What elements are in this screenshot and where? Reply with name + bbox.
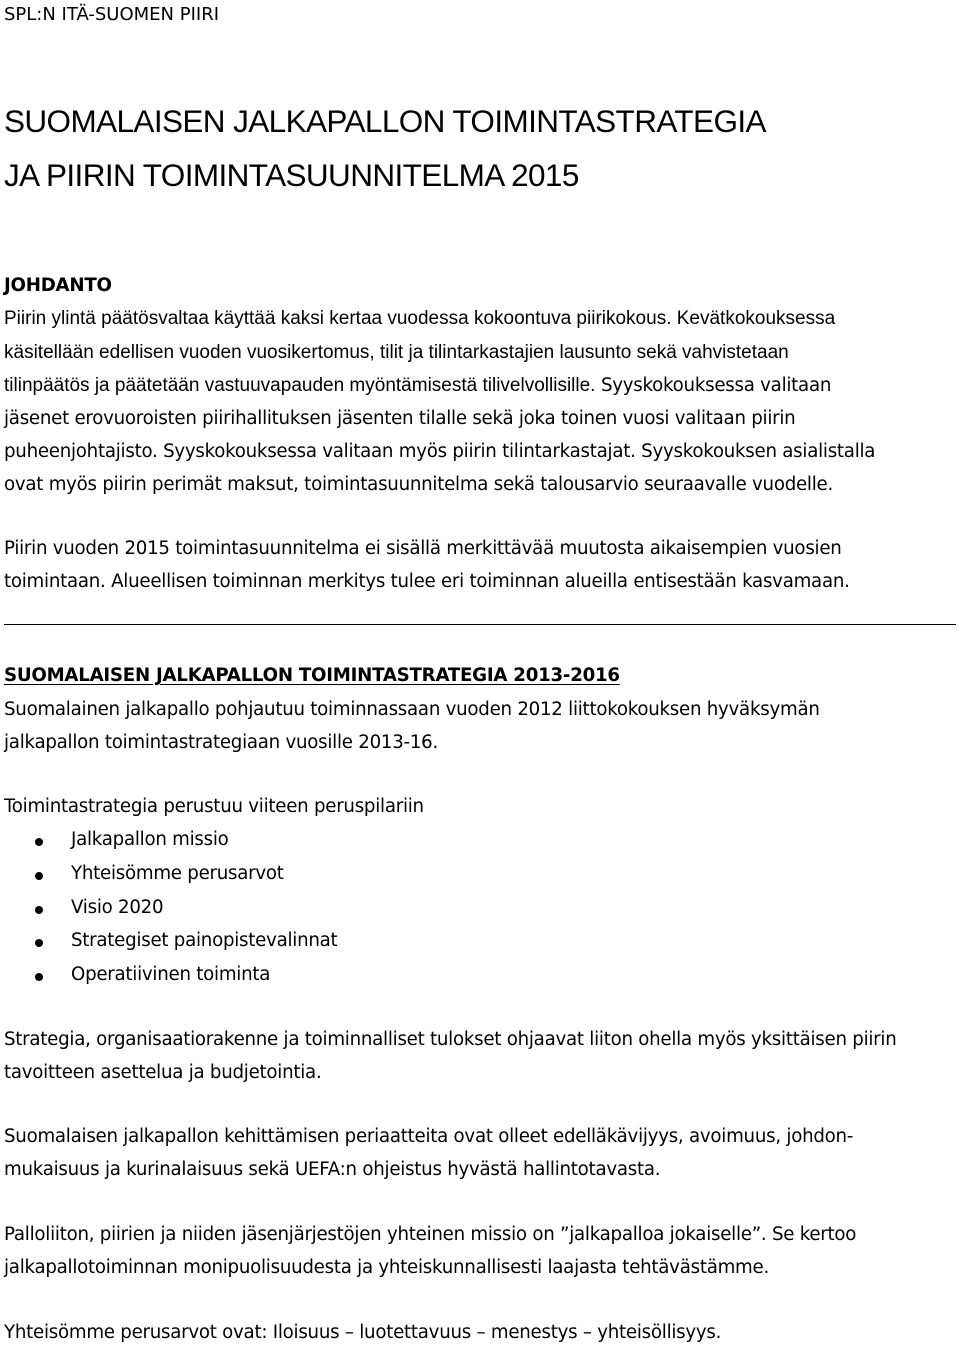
- strategy-paragraph-line: Palloliiton, piirien ja niiden jäsenjärjestöjen yhteinen missio on ”jalkapalloa jokaiselle”. Se kertoo: [4, 1224, 857, 1245]
- intro-paragraph-line: puheenjohtajisto. Syyskokouksessa valitaan myös piirin tilintarkastajat. Syyskokouksen asialistalla: [4, 441, 876, 462]
- strategy-heading: SUOMALAISEN JALKAPALLON TOIMINTASTRATEGIA 2013-2016: [4, 665, 620, 686]
- strategy-paragraph-line: jalkapallon toimintastrategiaan vuosille 2013-16.: [4, 732, 439, 753]
- document-title-line-2: JA PIIRIN TOIMINTASUUNNITELMA 2015: [4, 157, 579, 193]
- intro-paragraph-line: Piirin ylintä päätösvaltaa käyttää kaksi kertaa vuodessa kokoontuva piirikokous. Kevätkokouksessa: [4, 308, 836, 329]
- pillar-label: Strategiset painopistevalinnat: [71, 930, 338, 951]
- intro-paragraph-line: käsitellään edellisen vuoden vuosikertomus, tilit ja tilintarkastajien lausunto sekä vahvistetaan: [4, 342, 789, 363]
- pillar-label: Jalkapallon missio: [71, 829, 229, 850]
- list-item: [0, 899, 400, 923]
- intro-paragraph-segment: tilinpäätös ja päätetään vastuuvapauden myöntämisestä tilivelvollisille.: [4, 375, 596, 396]
- intro-paragraph-line: [4, 376, 831, 395]
- bullet-icon: [35, 906, 43, 914]
- strategy-paragraph-line: Suomalainen jalkapallo pohjautuu toiminnassaan vuoden 2012 liittokokouksen hyväksymän: [4, 699, 820, 720]
- district-header: SPL:N ITÄ-SUOMEN PIIRI: [4, 4, 220, 25]
- intro-paragraph-line: jäsenet erovuoroisten piirihallituksen jäsenten tilalle sekä joka toinen vuosi valitaan piirin: [4, 408, 796, 429]
- strategy-paragraph-line: Strategia, organisaatiorakenne ja toiminnalliset tulokset ohjaavat liiton ohella myös yksittäisen piirin: [4, 1029, 897, 1050]
- pillar-label: Yhteisömme perusarvot: [71, 863, 284, 884]
- list-item: [0, 831, 400, 855]
- bullet-icon: [35, 939, 43, 947]
- strategy-paragraph-line: mukaisuus ja kurinalaisuus sekä UEFA:n ohjeistus hyvästä hallintotavasta.: [4, 1159, 661, 1180]
- intro-paragraph-segment: Syyskokouksessa valitaan: [595, 375, 832, 396]
- section-divider: [4, 624, 956, 625]
- strategy-paragraph-line: Suomalaisen jalkapallon kehittämisen periaatteita ovat olleet edelläkävijyys, avoimuus, johdon-: [4, 1126, 854, 1147]
- list-item: [0, 932, 400, 956]
- strategy-paragraph-line: jalkapallotoiminnan monipuolisuudesta ja yhteiskunnallisesti laajasta tehtävästämme.: [4, 1257, 769, 1278]
- bullet-icon: [35, 973, 43, 981]
- pillar-label: Visio 2020: [71, 897, 164, 918]
- pillars-intro: Toimintastrategia perustuu viiteen peruspilariin: [4, 796, 424, 817]
- document-title-line-1: SUOMALAISEN JALKAPALLON TOIMINTASTRATEGIA: [4, 103, 766, 139]
- pillar-label: Operatiivinen toiminta: [71, 964, 271, 985]
- values-line: Yhteisömme perusarvot ovat: Iloisuus – luotettavuus – menestys – yhteisöllisyys.: [4, 1322, 722, 1343]
- bullet-icon: [35, 872, 43, 880]
- intro-paragraph-line: toimintaan. Alueellisen toiminnan merkitys tulee eri toiminnan alueilla entisestään kasvamaan.: [4, 571, 850, 592]
- intro-heading: JOHDANTO: [4, 275, 112, 296]
- intro-paragraph-line: ovat myös piirin perimät maksut, toimintasuunnitelma sekä talousarvio seuraavalle vuodelle.: [4, 474, 834, 495]
- bullet-icon: [35, 838, 43, 846]
- list-item: [0, 966, 400, 990]
- strategy-paragraph-line: tavoitteen asettelua ja budjetointia.: [4, 1062, 322, 1083]
- intro-paragraph-line: Piirin vuoden 2015 toimintasuunnitelma ei sisällä merkittävää muutosta aikaisempien vuosien: [4, 538, 842, 559]
- list-item: [0, 865, 400, 889]
